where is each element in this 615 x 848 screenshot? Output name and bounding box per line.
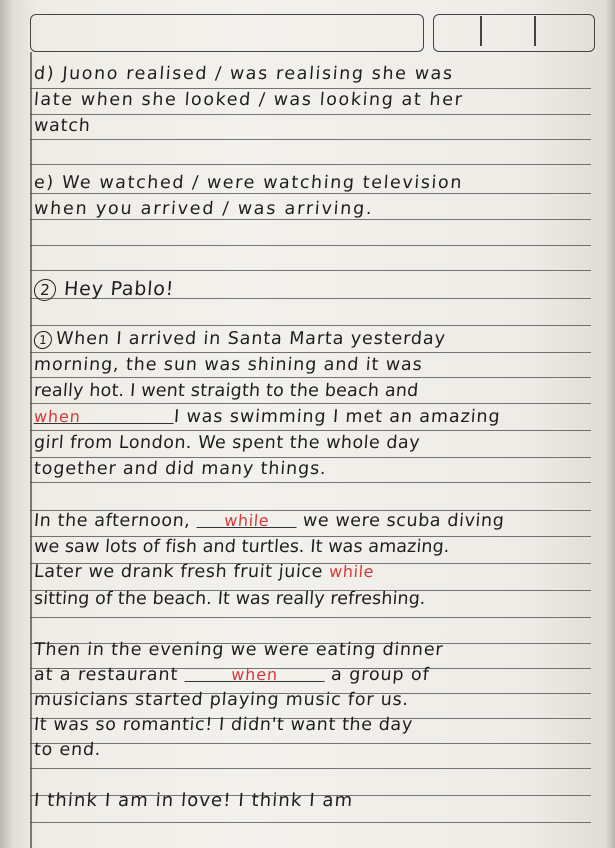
text-line-20: It was so romantic! I didn't want the day <box>33 715 414 735</box>
answer-blank-when-2: when <box>184 665 325 682</box>
text-line-17: Then in the evening we were eating dinner <box>33 640 445 660</box>
text-line-21: to end. <box>33 740 102 760</box>
answer-blank-while-1: while <box>196 511 297 528</box>
text-line-7 <box>33 329 446 349</box>
text-line-7-content: When I arrived in Santa Marta yesterday <box>55 329 447 349</box>
text-line-10-content: I was swimming I met an amazing <box>173 407 502 427</box>
text-line-19: musicians started playing music for us. <box>33 690 410 710</box>
header-box-right <box>433 14 595 52</box>
text-line-11: girl from London. We spent the whole day <box>33 433 421 453</box>
text-line-8: morning, the sun was shining and it was <box>33 355 424 375</box>
ruled-line <box>30 768 591 769</box>
ruled-line <box>30 193 591 194</box>
ruled-line <box>30 88 591 89</box>
ruled-line <box>30 482 591 483</box>
text-line-15-start: Later we drank fresh fruit juice <box>33 562 324 582</box>
ruled-line <box>30 139 591 140</box>
page-right-edge <box>605 0 615 848</box>
ruled-line <box>30 164 591 165</box>
text-line-10 <box>33 407 501 427</box>
text-line-2: late when she looked / was looking at her <box>33 90 465 110</box>
ruled-line <box>30 403 591 404</box>
text-line-18-start: at a restaurant <box>33 665 179 685</box>
text-line-18-end: a group of <box>330 665 431 685</box>
answer-while-2: while <box>328 562 375 581</box>
text-line-15 <box>33 562 375 582</box>
ruled-line <box>30 430 591 431</box>
text-line-4: e) We watched / were watching television <box>33 173 464 193</box>
ruled-line <box>30 219 591 220</box>
ruled-line <box>30 245 591 246</box>
paragraph-number-1: 1 <box>33 331 52 349</box>
ruled-line <box>30 377 591 378</box>
exercise-number-2: 2 <box>33 279 57 301</box>
ruled-line <box>30 457 591 458</box>
answer-blank-when: when <box>34 407 175 424</box>
text-line-22: I think I am in love! I think I am <box>33 790 354 811</box>
text-line-5: when you arrived / was arriving. <box>33 199 375 219</box>
text-line-6 <box>33 278 175 301</box>
text-line-13-end: we were scuba diving <box>302 511 506 531</box>
ruled-line <box>30 270 591 271</box>
text-line-14: we saw lots of fish and turtles. It was amazing. <box>33 537 451 557</box>
greeting: Hey Pablo! <box>63 278 175 300</box>
text-line-13-start: In the afternoon, <box>33 511 192 531</box>
page-left-edge <box>0 0 14 848</box>
ruled-line <box>30 617 591 618</box>
text-line-16: sitting of the beach. It was really refreshing. <box>33 589 427 609</box>
text-line-9: really hot. I went straigth to the beach and <box>33 381 420 401</box>
text-line-3: watch <box>33 116 92 136</box>
header-tick-2 <box>534 16 536 46</box>
margin-line <box>30 52 32 848</box>
ruled-line <box>30 114 591 115</box>
header-tick-1 <box>480 16 482 46</box>
ruled-line <box>30 352 591 353</box>
ruled-line <box>30 822 591 823</box>
ruled-line <box>30 743 591 744</box>
text-line-13 <box>33 511 505 531</box>
text-line-1: d) Juono realised / was realising she was <box>33 64 455 84</box>
ruled-line <box>30 325 591 326</box>
header-box-left <box>30 14 424 52</box>
text-line-18 <box>33 665 430 685</box>
text-line-12: together and did many things. <box>33 459 328 479</box>
